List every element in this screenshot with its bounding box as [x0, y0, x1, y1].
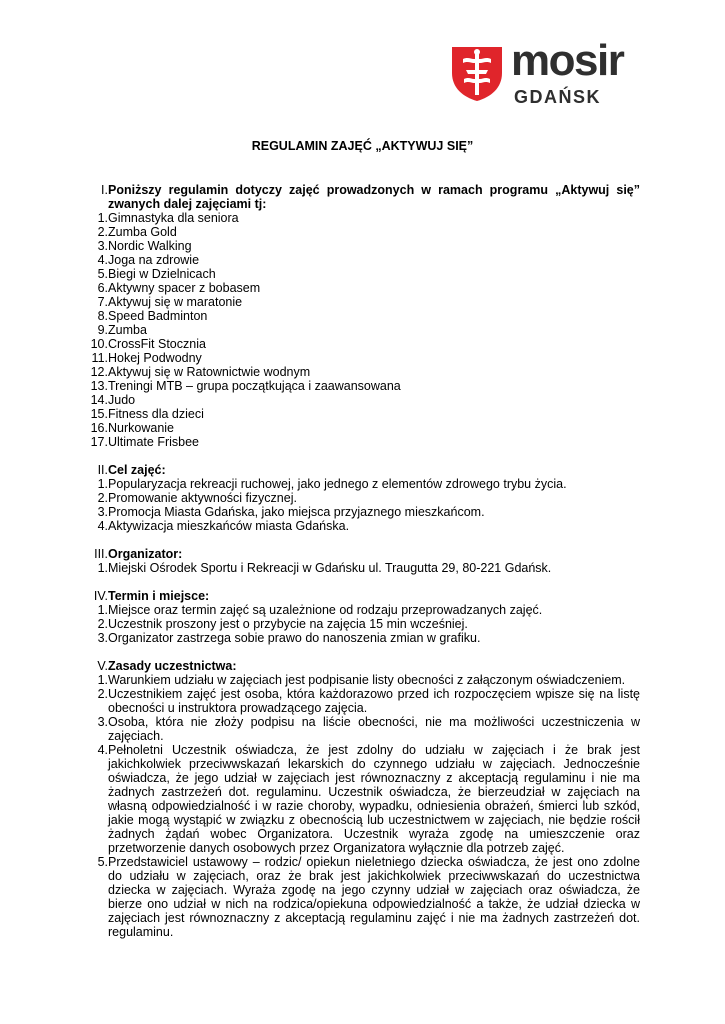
section-heading-text: Zasady uczestnictwa:: [108, 659, 237, 673]
list-item-number: 17.: [90, 435, 108, 449]
list-item-text: Treningi MTB – grupa początkująca i zaawansowana: [108, 379, 401, 393]
list-item-text: Warunkiem udziału w zajęciach jest podpisanie listy obecności z załączonym oświadczeniem.: [108, 673, 626, 687]
section-heading-text: Poniższy regulamin dotyczy zajęć prowadzonych w ramach programu „Aktywuj się” zwanych dalej zajęciami tj:: [108, 183, 640, 211]
list-item: [66, 505, 640, 519]
list-item-number: 12.: [90, 365, 108, 379]
list-item: [66, 337, 640, 351]
list-item-text: Osoba, która nie złoży podpisu na liście obecności, nie ma możliwości uczestniczenia w zajęciach.: [108, 715, 640, 743]
section-heading: [66, 589, 640, 603]
list-item: [66, 211, 640, 225]
list-item-number: 9.: [97, 323, 108, 337]
list-item: [66, 561, 640, 575]
list-item-number: 15.: [90, 407, 108, 421]
list-item-text: Zumba Gold: [108, 225, 177, 239]
list-item-number: 1.: [97, 211, 108, 225]
list-item-number: 14.: [90, 393, 108, 407]
list-item-text: Speed Badminton: [108, 309, 208, 323]
list-item-text: Uczestnik proszony jest o przybycie na zajęcia 15 min wcześniej.: [108, 617, 468, 631]
list-item: [66, 743, 640, 855]
list-item: [66, 491, 640, 505]
mosir-logo: [449, 36, 649, 109]
list-item: [66, 393, 640, 407]
list-item: [66, 519, 640, 533]
list-item-number: 6.: [97, 281, 108, 295]
list-item-number: 10.: [90, 337, 108, 351]
section-heading-text: Termin i miejsce:: [108, 589, 210, 603]
list-item-number: 1.: [97, 603, 108, 617]
section-heading-text: Cel zajęć:: [108, 463, 166, 477]
list-item-number: 2.: [97, 225, 108, 239]
list-item: [66, 435, 640, 449]
section-heading-text: Organizator:: [108, 547, 183, 561]
section-heading: [66, 463, 640, 477]
list-item: [66, 715, 640, 743]
section-numeral: V.: [97, 659, 108, 673]
list-item-text: Joga na zdrowie: [108, 253, 200, 267]
logo-wordmark: mosir: [511, 36, 624, 85]
list-item-number: 16.: [90, 421, 108, 435]
list-item: [66, 239, 640, 253]
list-item-number: 2.: [97, 687, 108, 701]
list-item-number: 3.: [97, 631, 108, 645]
list-item-text: Zumba: [108, 323, 147, 337]
list-item: [66, 379, 640, 393]
list-item-number: 1.: [97, 561, 108, 575]
mosir-emblem-icon: [449, 43, 505, 101]
section-4: [66, 589, 640, 645]
list-item-text: Pełnoletni Uczestnik oświadcza, że jest zdolny do udziału w zajęciach i że brak jest jakichkolwiek przeciwwskazań lekarskich do czynnego udziału w zajęciach. Jednocześnie oświadcza, że jego udział w zajęciach jest równoznaczny z akceptacją regulaminu i nie ma żadnych zastrzeżeń dot. regulaminu. Uczestnik oświadcza, że bierzeudział w zajęciach na własną odpowiedzialność i w razie choroby, wypadku, odniesienia obrażeń, śmierci lub szkód, jakie mogą wystąpić w związku z obecnością lub uczestnictwem w zajęciach, nie będzie rościł żadnych żądań wobec Organizatora. Uczestnik wyraża zgodę na umieszczenie oraz przetworzenie danych osobowych przez Organizatora wyłącznie dla potrzeb zajęć.: [108, 743, 640, 855]
section-numeral: III.: [94, 547, 108, 561]
list-item: [66, 365, 640, 379]
list-item-text: Popularyzacja rekreacji ruchowej, jako jednego z elementów zdrowego trybu życia.: [108, 477, 567, 491]
list-item: [66, 407, 640, 421]
section-2: [66, 463, 640, 533]
list-item: [66, 253, 640, 267]
list-item-text: Przedstawiciel ustawowy – rodzic/ opiekun nieletniego dziecka oświadcza, że jest ono zdolne do udziału w zajęciach, oraz że brak jest jakichkolwiek przeciwwskazań do uczestnictwa dziecka w zajęciach. Wyraża zgodę na jego czynny udział w zajęciach oraz oświadcza, że bierze ono udział w nich na rodzica/opiekuna odpowiedzialność a także, że udział dziecka w zajęciach jest równoznaczny z akceptacją regulaminu zajęć i nie ma żadnych zastrzeżeń dot. regulaminu.: [108, 855, 640, 939]
section-heading: [66, 659, 640, 673]
list-item-text: Nurkowanie: [108, 421, 175, 435]
list-item: [66, 309, 640, 323]
list-item: [66, 281, 640, 295]
page-title: REGULAMIN ZAJĘĆ „AKTYWUJ SIĘ”: [251, 139, 474, 153]
list-item-text: Gimnastyka dla seniora: [108, 211, 239, 225]
list-item: [66, 631, 640, 645]
list-item-text: Promocja Miasta Gdańska, jako miejsca przyjaznego mieszkańcom.: [108, 505, 485, 519]
list-item-number: 13.: [90, 379, 108, 393]
list-item-number: 3.: [97, 715, 108, 729]
list-item: [66, 351, 640, 365]
list-item-number: 2.: [97, 617, 108, 631]
list-item: [66, 687, 640, 715]
list-item-text: Biegi w Dzielnicach: [108, 267, 216, 281]
list-item: [66, 295, 640, 309]
list-item-text: Aktywuj się w maratonie: [108, 295, 243, 309]
list-item-number: 4.: [97, 743, 108, 757]
list-item-number: 5.: [97, 267, 108, 281]
section-1: [66, 183, 640, 449]
list-item-number: 3.: [97, 505, 108, 519]
section-numeral: I.: [101, 183, 108, 197]
list-item: [66, 673, 640, 687]
list-item-text: CrossFit Stocznia: [108, 337, 206, 351]
list-item-text: Promowanie aktywności fizycznej.: [108, 491, 297, 505]
list-item: [66, 323, 640, 337]
list-item-text: Hokej Podwodny: [108, 351, 202, 365]
document-body: [66, 183, 640, 953]
list-item-number: 1.: [97, 477, 108, 491]
list-item-text: Aktywny spacer z bobasem: [108, 281, 261, 295]
list-item-text: Aktywizacja mieszkańców miasta Gdańska.: [108, 519, 350, 533]
list-item-number: 3.: [97, 239, 108, 253]
list-item-text: Aktywuj się w Ratownictwie wodnym: [108, 365, 311, 379]
list-item-text: Uczestnikiem zajęć jest osoba, która każdorazowo przed ich rozpoczęciem wpisze się na listę obecności u instruktora prowadzącego zajęcia.: [108, 687, 640, 715]
list-item-text: Miejsce oraz termin zajęć są uzależnione od rodzaju przeprowadzanych zajęć.: [108, 603, 543, 617]
section-numeral: II.: [97, 463, 108, 477]
list-item-number: 7.: [97, 295, 108, 309]
list-item-number: 2.: [97, 491, 108, 505]
list-item: [66, 603, 640, 617]
list-item: [66, 421, 640, 435]
section-3: [66, 547, 640, 575]
section-5: [66, 659, 640, 939]
list-item-text: Fitness dla dzieci: [108, 407, 204, 421]
list-item-number: 1.: [97, 673, 108, 687]
list-item-number: 4.: [97, 519, 108, 533]
list-item: [66, 855, 640, 939]
list-item-number: 8.: [97, 309, 108, 323]
list-item-number: 4.: [97, 253, 108, 267]
list-item-text: Organizator zastrzega sobie prawo do nanoszenia zmian w grafiku.: [108, 631, 481, 645]
section-numeral: IV.: [93, 589, 108, 603]
list-item-text: Ultimate Frisbee: [108, 435, 199, 449]
list-item: [66, 617, 640, 631]
list-item-text: Nordic Walking: [108, 239, 192, 253]
list-item-number: 11.: [91, 351, 108, 365]
logo-city: GDAŃSK: [514, 87, 602, 107]
list-item: [66, 267, 640, 281]
list-item: [66, 477, 640, 491]
section-heading: [66, 183, 640, 211]
list-item-text: Miejski Ośrodek Sportu i Rekreacji w Gdańsku ul. Traugutta 29, 80-221 Gdańsk.: [108, 561, 552, 575]
section-heading: [66, 547, 640, 561]
list-item-text: Judo: [108, 393, 136, 407]
list-item: [66, 225, 640, 239]
list-item-number: 5.: [97, 855, 108, 869]
